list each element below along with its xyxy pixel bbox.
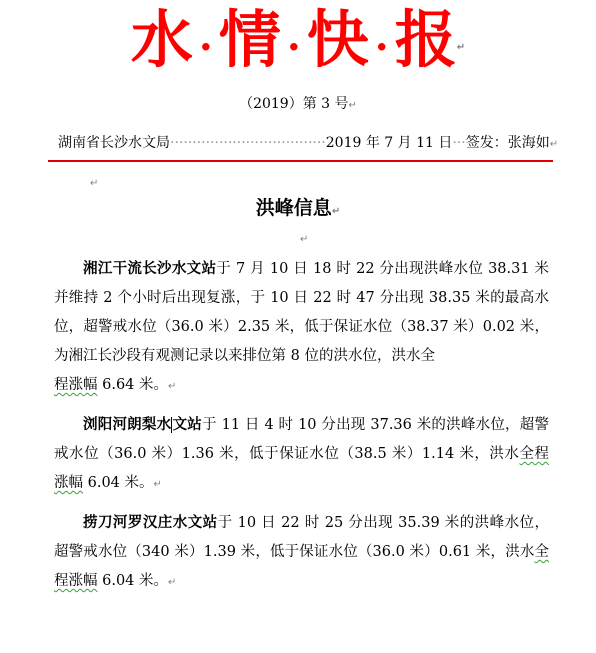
spellcheck-flag: 全程涨幅 [54, 544, 549, 589]
document-title [0, 194, 596, 226]
station-name: 湘江干流长沙水文站 [83, 260, 217, 277]
masthead-dot: · [198, 24, 213, 71]
masthead-char: 水 [130, 3, 193, 76]
red-divider-line [48, 160, 553, 162]
paragraph-mark-icon: ↵ [90, 178, 99, 189]
flood-paragraph-luohanzhuang[interactable] [54, 508, 549, 597]
issue-number [0, 94, 596, 116]
paragraph-end: 6.64 米。 [97, 377, 169, 393]
paragraph-mark-icon: ↵ [168, 381, 177, 392]
paragraph-end: 6.04 米。 [83, 475, 154, 491]
masthead-dot: · [286, 24, 301, 71]
station-name: 捞刀河罗汉庄水文站 [83, 514, 218, 531]
paragraph-text: 于 10 日 22 时 25 分出现 35.39 米的洪峰水位，超警戒水位（340 米）1.39 米，低于保证水位（36.0 米）0.61 米，洪水 [54, 515, 549, 560]
paragraph-text: 于 7 月 10 日 18 时 22 分出现洪峰水位 38.31 米并维持 2 个小时后出现复涨，于 10 日 22 时 47 分出现 38.35 米的最高水位，超警戒水位（36.0 米）2.35 米，低于保证水位（38.37 米）0.02 米，为湘江长沙段有观测记录以来排位第 8 位的洪水位，洪水全 [54, 261, 549, 364]
tab-leader-dots: ··································· [170, 135, 326, 151]
paragraph-mark-icon: ↵ [456, 42, 466, 53]
document-body[interactable] [54, 254, 549, 606]
issuing-organization: 湖南省长沙水文局 [58, 135, 170, 151]
issue-text: （2019）第 3 号 [239, 96, 349, 112]
spellcheck-flag: 全程涨幅 [54, 446, 550, 491]
masthead-title [0, 2, 596, 78]
station-name: 文站 [172, 416, 203, 433]
flood-paragraph-changsha[interactable] [54, 254, 549, 401]
tab-leader-dots: ··· [452, 135, 466, 151]
title-text: 洪峰信息 [255, 197, 332, 219]
paragraph-mark-icon: ↵ [348, 100, 357, 111]
spellcheck-flag: 程涨幅 [54, 377, 98, 393]
paragraph-end: 6.04 米。 [97, 573, 169, 589]
signer-label: 签发： [465, 135, 508, 151]
paragraph-mark-icon: ↵ [549, 139, 559, 150]
document-meta-line [58, 132, 558, 156]
paragraph-mark-icon: ↵ [168, 577, 177, 588]
paragraph-text: 于 11 日 4 时 10 分出现 37.36 米的洪峰水位，超警戒水位（36.0 米）1.36 米，低于保证水位（38.5 米）1.14 米，洪水 [54, 417, 550, 462]
masthead-char: 快 [306, 3, 369, 76]
masthead-dot: · [374, 24, 389, 71]
flood-paragraph-langli[interactable] [54, 410, 549, 499]
paragraph-mark-icon: ↵ [331, 206, 341, 217]
issue-date: 2019 年 7 月 11 日 [325, 135, 453, 151]
paragraph-mark-icon: ↵ [300, 234, 309, 245]
masthead-char: 情 [218, 3, 281, 76]
paragraph-mark-icon: ↵ [153, 479, 162, 490]
masthead-char: 报 [394, 3, 457, 76]
signer-name: 张海如 [507, 135, 550, 151]
station-name: 浏阳河朗梨水 [83, 416, 172, 433]
